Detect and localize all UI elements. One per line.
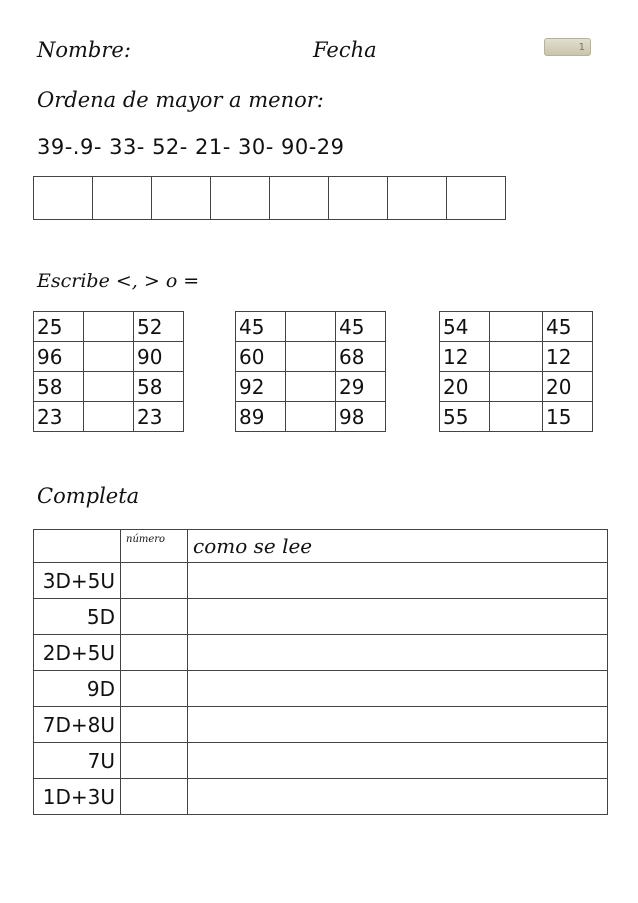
header-numero: número bbox=[121, 530, 188, 563]
header-como-se-lee: como se lee bbox=[188, 530, 608, 563]
order-answer-boxes bbox=[33, 176, 506, 220]
reading-answer-cell[interactable] bbox=[188, 743, 608, 779]
symbol-box[interactable] bbox=[84, 312, 134, 342]
compare-table-2 bbox=[235, 311, 386, 432]
number-answer-cell[interactable] bbox=[121, 599, 188, 635]
right-number: 12 bbox=[543, 342, 593, 372]
decomposition-label: 9D bbox=[34, 671, 121, 707]
left-number: 12 bbox=[440, 342, 490, 372]
symbol-box[interactable] bbox=[490, 342, 543, 372]
decomposition-label: 7D+8U bbox=[34, 707, 121, 743]
right-number: 68 bbox=[336, 342, 386, 372]
number-answer-cell[interactable] bbox=[121, 779, 188, 815]
right-number: 23 bbox=[134, 402, 184, 432]
left-number: 20 bbox=[440, 372, 490, 402]
decomposition-label: 2D+5U bbox=[34, 635, 121, 671]
name-label: Nombre: bbox=[37, 38, 131, 62]
symbol-box[interactable] bbox=[286, 342, 336, 372]
answer-box[interactable] bbox=[388, 177, 447, 220]
symbol-box[interactable] bbox=[84, 372, 134, 402]
number-answer-cell[interactable] bbox=[121, 635, 188, 671]
right-number: 52 bbox=[134, 312, 184, 342]
answer-box[interactable] bbox=[447, 177, 506, 220]
left-number: 55 bbox=[440, 402, 490, 432]
left-number: 45 bbox=[236, 312, 286, 342]
answer-box[interactable] bbox=[211, 177, 270, 220]
order-instruction: Ordena de mayor a menor: bbox=[37, 88, 324, 112]
date-label: Fecha bbox=[313, 38, 377, 62]
reading-answer-cell[interactable] bbox=[188, 707, 608, 743]
reading-answer-cell[interactable] bbox=[188, 779, 608, 815]
compare-table-3 bbox=[439, 311, 593, 432]
answer-box[interactable] bbox=[93, 177, 152, 220]
decomposition-label: 1D+3U bbox=[34, 779, 121, 815]
right-number: 15 bbox=[543, 402, 593, 432]
answer-box[interactable] bbox=[270, 177, 329, 220]
left-number: 23 bbox=[34, 402, 84, 432]
answer-box[interactable] bbox=[329, 177, 388, 220]
left-number: 89 bbox=[236, 402, 286, 432]
left-number: 58 bbox=[34, 372, 84, 402]
decomposition-label: 5D bbox=[34, 599, 121, 635]
symbol-box[interactable] bbox=[490, 372, 543, 402]
left-number: 92 bbox=[236, 372, 286, 402]
numbers-to-order: 39-.9- 33- 52- 21- 30- 90-29 bbox=[37, 135, 345, 159]
reading-answer-cell[interactable] bbox=[188, 599, 608, 635]
left-number: 25 bbox=[34, 312, 84, 342]
symbol-box[interactable] bbox=[286, 402, 336, 432]
decomposition-label: 7U bbox=[34, 743, 121, 779]
right-number: 45 bbox=[336, 312, 386, 342]
reading-answer-cell[interactable] bbox=[188, 563, 608, 599]
header-blank-cell bbox=[34, 530, 121, 563]
symbol-box[interactable] bbox=[84, 342, 134, 372]
right-number: 90 bbox=[134, 342, 184, 372]
right-number: 29 bbox=[336, 372, 386, 402]
compare-instruction: Escribe <, > o = bbox=[37, 270, 200, 292]
left-number: 60 bbox=[236, 342, 286, 372]
reading-answer-cell[interactable] bbox=[188, 671, 608, 707]
decomposition-label: 3D+5U bbox=[34, 563, 121, 599]
symbol-box[interactable] bbox=[286, 372, 336, 402]
right-number: 98 bbox=[336, 402, 386, 432]
number-answer-cell[interactable] bbox=[121, 707, 188, 743]
number-answer-cell[interactable] bbox=[121, 671, 188, 707]
right-number: 58 bbox=[134, 372, 184, 402]
right-number: 20 bbox=[543, 372, 593, 402]
answer-box[interactable] bbox=[34, 177, 93, 220]
complete-instruction: Completa bbox=[37, 484, 140, 508]
left-number: 54 bbox=[440, 312, 490, 342]
symbol-box[interactable] bbox=[84, 402, 134, 432]
symbol-box[interactable] bbox=[490, 402, 543, 432]
symbol-box[interactable] bbox=[490, 312, 543, 342]
symbol-box[interactable] bbox=[286, 312, 336, 342]
reading-answer-cell[interactable] bbox=[188, 635, 608, 671]
page-number-badge: 1 bbox=[544, 38, 591, 56]
complete-table bbox=[33, 529, 608, 815]
answer-box[interactable] bbox=[152, 177, 211, 220]
left-number: 96 bbox=[34, 342, 84, 372]
number-answer-cell[interactable] bbox=[121, 563, 188, 599]
number-answer-cell[interactable] bbox=[121, 743, 188, 779]
compare-table-1 bbox=[33, 311, 184, 432]
right-number: 45 bbox=[543, 312, 593, 342]
